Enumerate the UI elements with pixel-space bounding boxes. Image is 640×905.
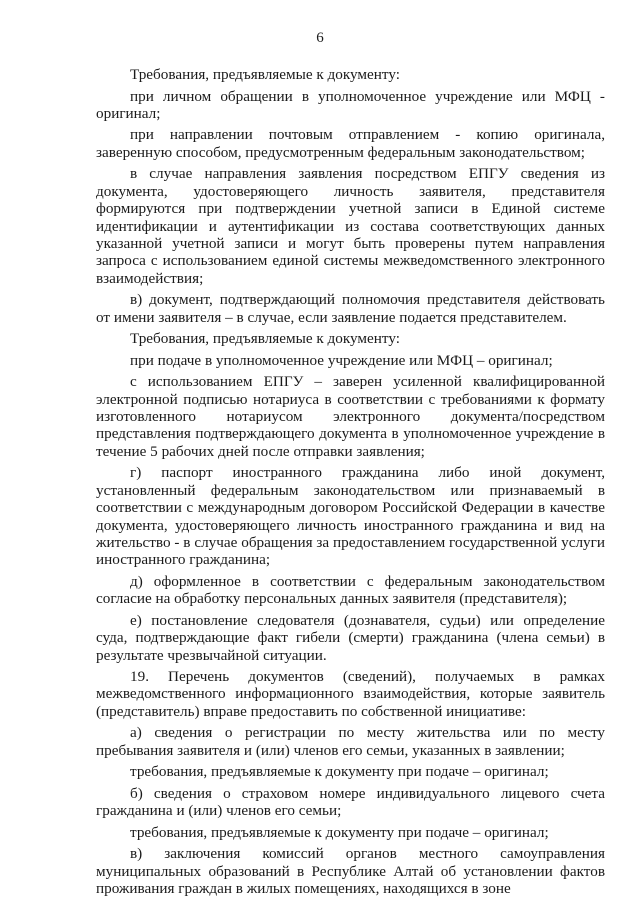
paragraph: при подаче в уполномоченное учреждение или МФЦ – оригинал; (130, 351, 553, 369)
paragraph: в) документ, подтверждающий полномочия представителя действовать от имени заявителя – в случае, если заявление подается представителем. (96, 291, 605, 326)
paragraph: требования, предъявляемые к документу при подаче – оригинал; (130, 823, 549, 841)
paragraph: Требования, предъявляемые к документу: (130, 66, 400, 83)
paragraph: с использованием ЕПГУ – заверен усиленной квалифицированной электронной подписью нотариуса в соответствии с требованиями к формату изготовленного нотариусом электронного документа/посредством представления подтверждающего документа в уполномоченное учреждение в течение 5 рабочих дней после отправки заявления; (96, 373, 605, 460)
paragraph: д) оформленное в соответствии с федеральным законодательством согласие на обработку персональных данных заявителя (представителя); (96, 572, 605, 608)
paragraph: г) паспорт иностранного гражданина либо иной документ, установленный федеральным законодательством или признаваемый в соответствии с международным договором Российской Федерации в качестве документа, удостоверяющего личность иностранного гражданина и вид на жительство - в случае обращения за предоставлением государственной услуги иностранного гражданина; (96, 464, 605, 569)
paragraph: б) сведения о страховом номере индивидуального лицевого счета гражданина и (или) членов его семьи; (96, 784, 605, 820)
paragraph: Требования, предъявляемые к документу: (130, 330, 400, 348)
paragraph: е) постановление следователя (дознавателя, судьи) или определение суда, подтверждающие факт гибели (смерти) гражданина (члена семьи) в результате чрезвычайной ситуации. (96, 611, 605, 664)
paragraph: а) сведения о регистрации по месту жительства или по месту пребывания заявителя и (или) членов его семьи, указанных в заявлении; (96, 724, 605, 759)
document-body (96, 66, 605, 901)
paragraph: требования, предъявляемые к документу при подаче – оригинал; (130, 763, 549, 781)
paragraph: в случае направления заявления посредством ЕПГУ сведения из документа, удостоверяющего личность заявителя, представителя формируются при подтверждении учетной записи в Единой системе идентификации и аутентификации из состава соответствующих данных указанной учетной записи и могут быть проверены путем направления запроса с использованием единой системы межведомственного электронного взаимодействия; (96, 165, 605, 287)
paragraph: при личном обращении в уполномоченное учреждение или МФЦ - оригинал; (96, 87, 605, 122)
page-number: 6 (316, 30, 324, 46)
paragraph: 19. Перечень документов (сведений), получаемых в рамках межведомственного информационного взаимодействия, которые заявитель (представитель) вправе предоставить по собственной инициативе: (96, 668, 605, 720)
paragraph: в) заключения комиссий органов местного самоуправления муниципальных образований в Республике Алтай об установлении фактов проживания граждан в жилых помещениях, находящихся в зоне (96, 845, 605, 897)
paragraph: при направлении почтовым отправлением - копию оригинала, заверенную способом, предусмотренным федеральным законодательством; (96, 126, 605, 161)
